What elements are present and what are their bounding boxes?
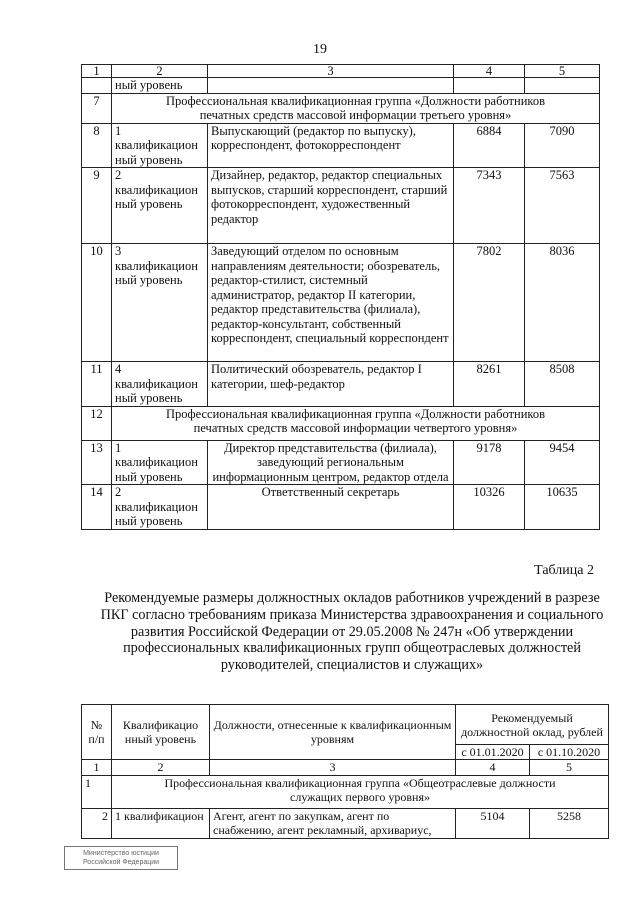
salary-value-1 <box>454 78 525 94</box>
salary-value-2: 7563 <box>525 168 600 244</box>
qualification-level: ный уровень <box>112 78 208 94</box>
positions: Политический обозреватель, редактор I категории, шеф-редактор <box>208 362 454 407</box>
salary-table-continued <box>81 64 600 530</box>
salary-value-1: 9178 <box>454 440 525 485</box>
col-number: 5 <box>525 65 600 78</box>
row-number: 7 <box>82 93 112 123</box>
salary-value-1: 5104 <box>456 809 530 839</box>
salary-value-2: 10635 <box>525 485 600 530</box>
table-row <box>82 485 600 530</box>
positions: Директор представительства (филиала), заведующий региональным информационным центром, редактор отдела <box>208 440 454 485</box>
positions: Ответственный секретарь <box>208 485 454 530</box>
table-row <box>82 244 600 362</box>
row-number: 11 <box>82 362 112 407</box>
qualification-level: 3 квалификацион ный уровень <box>112 244 208 362</box>
row-number: 8 <box>82 123 112 168</box>
salary-value-2: 7090 <box>525 123 600 168</box>
qualification-level: 4 квалификацион ный уровень <box>112 362 208 407</box>
col-number: 1 <box>82 760 112 776</box>
table-row <box>82 809 609 839</box>
header-positions: Должности, отнесенные к квалификационным уровням <box>210 705 456 760</box>
row-number: 9 <box>82 168 112 244</box>
qualification-level: 1 квалификацион ный уровень <box>112 123 208 168</box>
salary-value-2: 8508 <box>525 362 600 407</box>
table-label: Таблица 2 <box>534 563 594 578</box>
col-number: 3 <box>210 760 456 776</box>
positions: Заведующий отделом по основным направлениям деятельности; обозреватель, редактор-стилист, системный администратор, редактор II категории, редактор представительства (филиала), редактор-консультант, собственный корреспондент, специальный корреспондент <box>208 244 454 362</box>
qualification-level: 1 квалификацион <box>112 809 210 839</box>
salary-value-1: 8261 <box>454 362 525 407</box>
col-number: 4 <box>456 760 530 776</box>
table-header-row <box>82 705 609 745</box>
row-number: 12 <box>82 406 112 440</box>
header-date-1: с 01.01.2020 <box>456 745 530 760</box>
salary-value-1: 7802 <box>454 244 525 362</box>
column-number-row <box>82 760 609 776</box>
salary-value-1: 10326 <box>454 485 525 530</box>
table-row-continued <box>82 78 600 94</box>
table-row <box>82 168 600 244</box>
row-number: 2 <box>82 809 112 839</box>
positions: Дизайнер, редактор, редактор специальных выпусков, старший корреспондент, старший фотокорреспондент, художественный редактор <box>208 168 454 244</box>
positions: Агент, агент по закупкам, агент по снабжению, агент рекламный, архивариус, <box>210 809 456 839</box>
registration-stamp: Министерство юстиции Российской Федерации <box>64 846 178 870</box>
group-row <box>82 93 600 123</box>
group-title: Профессиональная квалификационная группа «Должности работников печатных средств массовой информации четвертого уровня» <box>112 406 600 440</box>
col-number: 5 <box>530 760 609 776</box>
salary-value-2: 9454 <box>525 440 600 485</box>
row-number: 13 <box>82 440 112 485</box>
col-number: 1 <box>82 65 112 78</box>
qualification-level: 1 квалификацион ный уровень <box>112 440 208 485</box>
header-level: Квалификацио нный уровень <box>112 705 210 760</box>
row-number: 10 <box>82 244 112 362</box>
group-row <box>82 406 600 440</box>
table-row <box>82 123 600 168</box>
salary-value-2 <box>525 78 600 94</box>
group-row <box>82 776 609 809</box>
column-number-row <box>82 65 600 78</box>
col-number: 4 <box>454 65 525 78</box>
salary-value-2: 5258 <box>530 809 609 839</box>
header-date-2: с 01.10.2020 <box>530 745 609 760</box>
recommended-salary-table <box>81 704 609 839</box>
page-number: 19 <box>313 42 327 57</box>
row-number: 14 <box>82 485 112 530</box>
table-caption: Рекомендуемые размеры должностных окладов работников учреждений в разрезе ПКГ согласно требованиям приказа Министерства здравоохранения и социального развития Российской Федерации от 29.05.2008 № 247н «Об утверждении профессиональных квалификационных групп общеотраслевых должностей руководителей, специалистов и служащих» <box>100 590 604 674</box>
salary-value-1: 6884 <box>454 123 525 168</box>
header-salary: Рекомендуемый должностной оклад, рублей <box>456 705 609 745</box>
col-number: 2 <box>112 65 208 78</box>
positions: Выпускающий (редактор по выпуску), корреспондент, фотокорреспондент <box>208 123 454 168</box>
table-row <box>82 440 600 485</box>
table-row <box>82 362 600 407</box>
group-title: Профессиональная квалификационная группа «Должности работников печатных средств массовой информации третьего уровня» <box>112 93 600 123</box>
row-number: 1 <box>82 776 112 809</box>
salary-value-1: 7343 <box>454 168 525 244</box>
col-number: 3 <box>208 65 454 78</box>
qualification-level: 2 квалификацион ный уровень <box>112 485 208 530</box>
salary-value-2: 8036 <box>525 244 600 362</box>
positions <box>208 78 454 94</box>
qualification-level: 2 квалификацион ный уровень <box>112 168 208 244</box>
row-number <box>82 78 112 94</box>
group-title: Профессиональная квалификационная группа «Общеотраслевые должности служащих первого уровня» <box>112 776 609 809</box>
col-number: 2 <box>112 760 210 776</box>
header-num: № п/п <box>82 705 112 760</box>
